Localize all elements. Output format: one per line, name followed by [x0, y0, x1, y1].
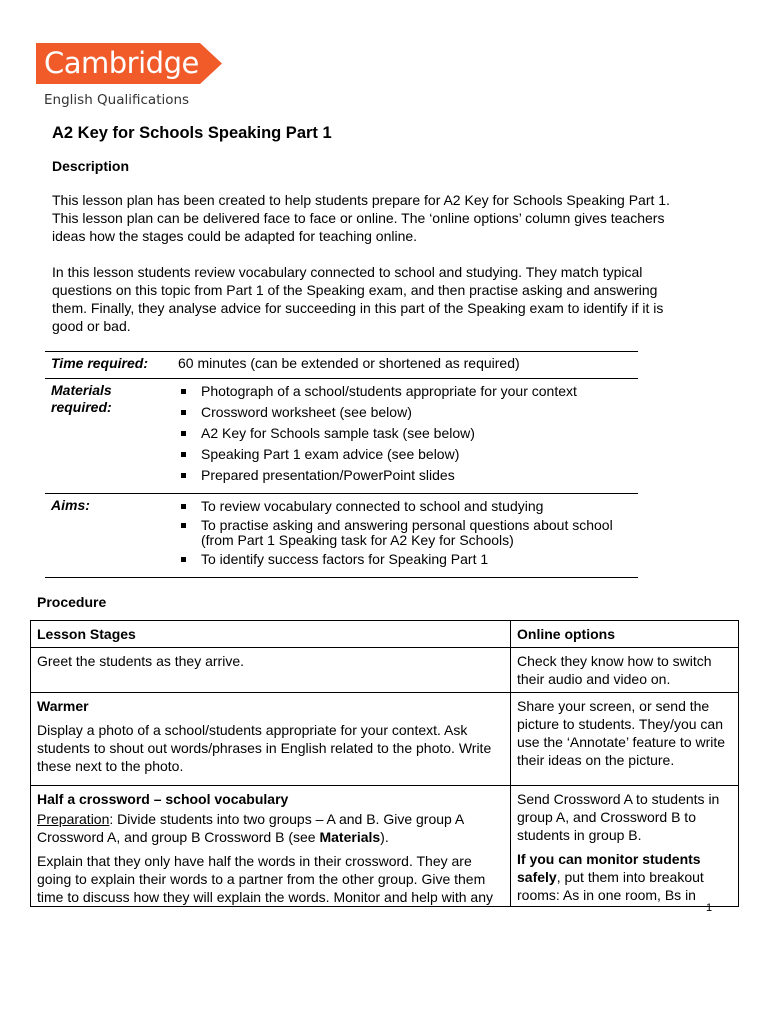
- column-header-online-options: Online options: [511, 621, 739, 648]
- column-header-lesson-stages: Lesson Stages: [31, 621, 511, 648]
- materials-list: [178, 384, 632, 483]
- cambridge-logo: [36, 43, 222, 84]
- aims-label: Aims:: [45, 494, 172, 578]
- time-row: [45, 352, 638, 379]
- materials-label: Materials required:: [45, 379, 172, 494]
- table-row: [31, 786, 739, 907]
- greet-online: Check they know how to switch their audio and video on.: [511, 648, 739, 693]
- list-item: Photograph of a school/students appropriate for your context: [178, 384, 632, 399]
- logo-brand: Cambridge: [44, 46, 199, 80]
- aims-row: [45, 494, 638, 578]
- paragraph-text: In this lesson students review vocabulary connected to school and studying. They match typical questions on this topic from Part 1 of the Speaking exam, and then practise asking and answering them. Finally, they analyse advice for succeeding in this part of the Speaking exam to identify if it is good or bad.: [52, 264, 664, 334]
- list-item: To identify success factors for Speaking Part 1: [178, 552, 632, 567]
- online-text: , put them into breakout rooms: As in one room, Bs in: [517, 869, 704, 903]
- crossword-online-a: Send Crossword A to students in group A, and Crossword B to students in group B.: [517, 791, 720, 843]
- list-item: A2 Key for Schools sample task (see below): [178, 426, 632, 441]
- list-item: To review vocabulary connected to school and studying: [178, 499, 632, 514]
- list-item: Prepared presentation/PowerPoint slides: [178, 468, 632, 483]
- warmer-title: Warmer: [37, 698, 89, 714]
- preparation-text: : Divide students into two groups – A and B. Give group A Crossword A, and group B Crossword B (see: [37, 811, 464, 845]
- aims-list: [178, 499, 632, 567]
- page-number: 1: [706, 902, 713, 914]
- crossword-preparation: [37, 810, 504, 846]
- description-paragraph-1: [52, 191, 692, 245]
- greet-stage: Greet the students as they arrive.: [31, 648, 511, 693]
- list-item: Crossword worksheet (see below): [178, 405, 632, 420]
- crossword-online-b: [517, 850, 732, 904]
- time-label: Time required:: [45, 352, 172, 379]
- procedure-table: [30, 620, 739, 907]
- description-paragraph-2: [52, 263, 692, 335]
- crossword-explain: Explain that they only have half the words in their crossword. They are going to explain their words to a partner from the other group. Give them time to discuss how they will explain the words. Monitor and help with any: [37, 853, 493, 905]
- paragraph-text: This lesson plan has been created to help students prepare for A2 Key for Schools Speaking Part 1. This lesson plan can be delivered face to face or online. The ‘online options’ column gives teachers ideas how the stages could be adapted for teaching online.: [52, 192, 670, 244]
- warmer-stage: Display a photo of a school/students appropriate for your context. Ask students to shout out words/phrases in English related to the photo. Write these next to the photo.: [37, 722, 492, 774]
- page-title: A2 Key for Schools Speaking Part 1: [52, 124, 332, 142]
- preparation-label: Preparation: [37, 811, 110, 827]
- crossword-title: Half a crossword – school vocabulary: [37, 791, 289, 807]
- table-header-row: [31, 621, 739, 648]
- materials-row: [45, 379, 638, 494]
- table-row: [31, 648, 739, 693]
- materials-ref: Materials: [319, 829, 381, 845]
- description-heading: Description: [52, 158, 130, 174]
- preparation-text-end: ).: [380, 829, 389, 845]
- list-item: Speaking Part 1 exam advice (see below): [178, 447, 632, 462]
- online-bold: If you can monitor students safely: [517, 851, 701, 885]
- overview-table: [45, 351, 638, 578]
- table-row: [31, 693, 739, 786]
- time-value: 60 minutes (can be extended or shortened as required): [172, 352, 638, 379]
- warmer-online: Share your screen, or send the picture to students. They/you can use the ‘Annotate’ feature to write their ideas on the picture.: [511, 693, 739, 786]
- list-item: To practise asking and answering personal questions about school (from Part 1 Speaking task for A2 Key for Schools): [178, 518, 632, 548]
- procedure-heading: Procedure: [37, 594, 107, 610]
- logo-subtitle: English Qualifications: [44, 92, 190, 108]
